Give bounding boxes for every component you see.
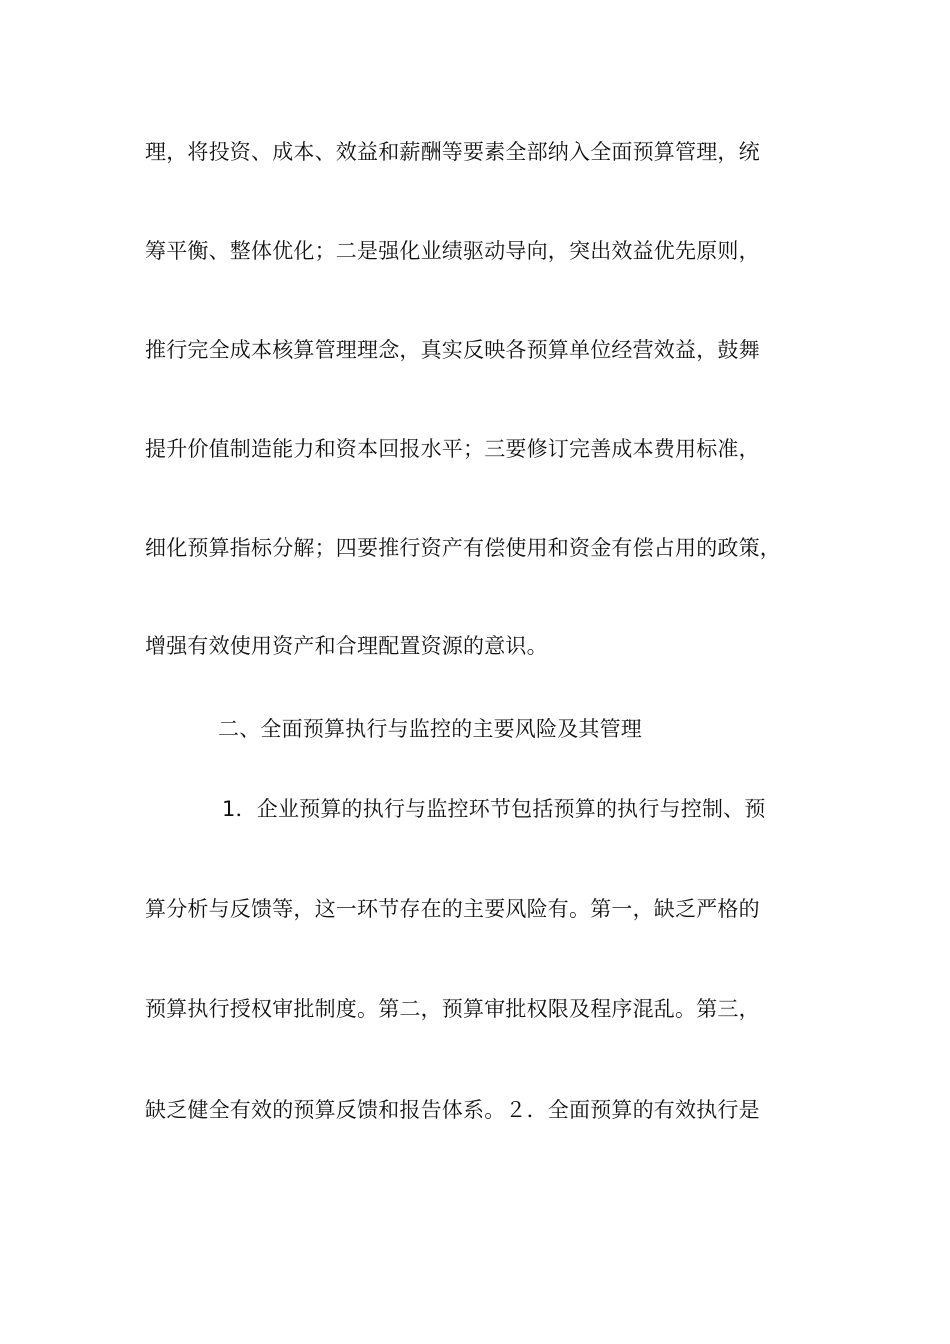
section-line-2: 算分析与反馈等，这一环节存在的主要风险有。第一，缺乏严格的 [145, 897, 760, 921]
paragraph-line-3: 推行完全成本核算管理理念，真实反映各预算单位经营效益，鼓舞 [145, 338, 760, 362]
section-line-3: 预算执行授权审批制度。第二，预算审批权限及程序混乱。第三， [145, 997, 760, 1021]
paragraph-line-1: 理，将投资、成本、效益和薪酬等要素全部纳入全面预算管理，统 [145, 140, 760, 164]
paragraph-line-5: 细化预算指标分解；四要推行资产有偿使用和资金有偿占用的政策， [145, 536, 781, 560]
paragraph-line-2: 筹平衡、整体优化；二是强化业绩驱动导向，突出效益优先原则， [145, 239, 760, 263]
paragraph-line-6: 增强有效使用资产和合理配置资源的意识。 [145, 634, 548, 658]
section-heading: 二、全面预算执行与监控的主要风险及其管理 [218, 717, 642, 741]
section-line-1: 1．企业预算的执行与监控环节包括预算的执行与控制、预 [222, 797, 766, 821]
section-line-4: 缺乏健全有效的预算反馈和报告体系。２．全面预算的有效执行是 [145, 1098, 760, 1122]
paragraph-line-4: 提升价值制造能力和资本回报水平；三要修订完善成本费用标准， [145, 437, 760, 461]
